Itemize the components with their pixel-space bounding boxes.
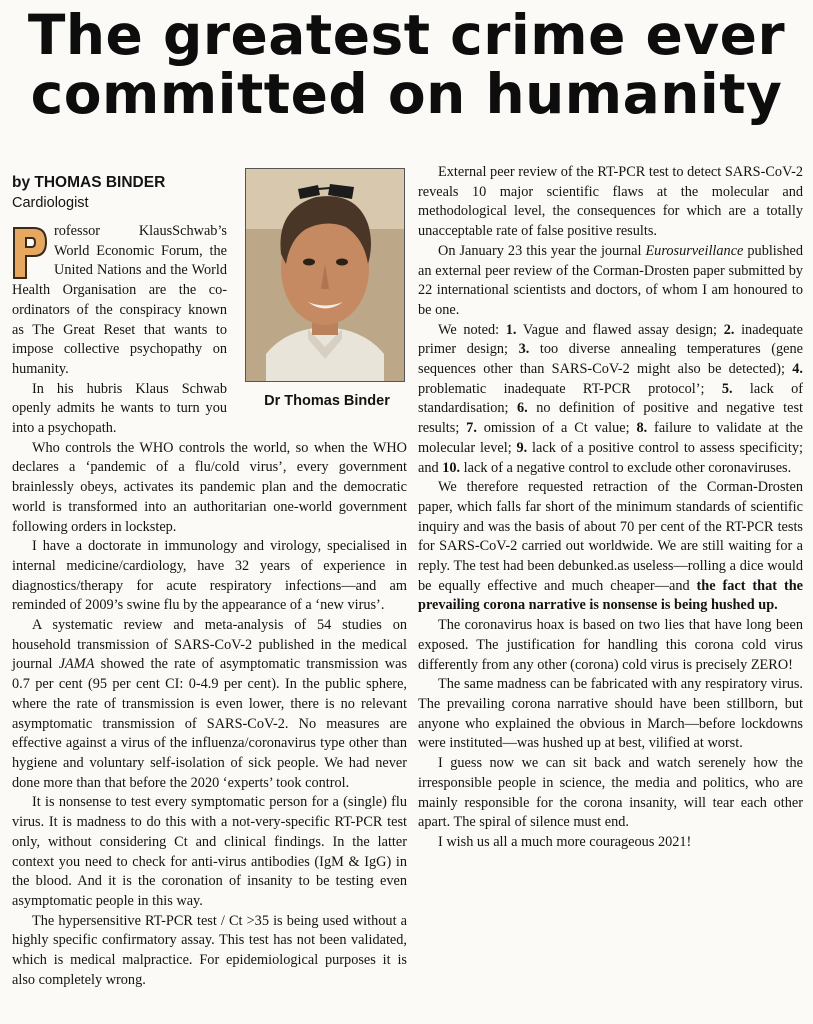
flaw-number: 3. <box>518 341 530 358</box>
journal-name: Eurosurveillance <box>645 242 744 259</box>
paragraph: I have a doctorate in immunology and virology, specialised in internal medicine/cardiology, have 32 years of experience in diagnostics/therapy for acute respiratory infections—and am reminded of 2009’s swine flu by the appearance of a ‘new virus’. <box>12 538 407 614</box>
text-run: On January 23 this year the journal <box>438 242 646 259</box>
flaw-number: 2. <box>723 321 735 338</box>
flaw-text: too diverse annealing temperatures (gene sequences other than SARS-CoV-2 might also be detected); <box>418 341 803 378</box>
author-portrait-illustration <box>246 169 404 381</box>
paragraph <box>418 242 803 321</box>
flaw-text: Vague and flawed assay design; <box>516 321 724 338</box>
flaw-text: inadequate primer design; <box>418 321 803 358</box>
flaw-number: 8. <box>636 420 648 437</box>
flaw-number: 7. <box>466 420 477 437</box>
text-run: showed the rate of asymptomatic transmission was 0.7 per cent (95 per cent CI: 0-4.9 per cent). In the public sphere, where the rate of transmission is even lower, there is no relevant asymptomatic transmission of SARS-CoV-2. No measures are effective against a virus of the influenza/coronavirus type other than hygiene and voluntary self-isolation of sick people. We had never done more than that before the 2020 ‘experts’ took control. <box>12 656 408 791</box>
left-column <box>12 173 407 990</box>
paragraph: I guess now we can sit back and watch serenely how the irresponsible people in science, the media and politics, who are mainly responsible for the corona insanity, will tear each other apart. The spiral of silence must end. <box>418 755 803 831</box>
author-photo <box>245 168 405 382</box>
paragraph <box>418 478 803 616</box>
flaw-number: 4. <box>792 361 803 378</box>
flaw-text: no definition of positive and negative test results; <box>418 400 803 437</box>
flaw-number: 6. <box>517 400 528 417</box>
journal-name: JAMA <box>58 656 95 673</box>
flaw-number: 5. <box>721 380 733 397</box>
text-run: We therefore requested retraction of the Corman-Drosten paper, which falls far short of the minimum standards of scientific inquiry and was the basis of about 70 per cent of the RT-PCR tests for SARS-CoV-2 carried out worldwide. We are still waiting for a reply. The test had been debunked.as useless—rolling a dice would be equally effective and much cheaper—and <box>418 479 803 594</box>
flaw-number: 1. <box>505 321 517 338</box>
paragraph: Who controls the WHO controls the world, so when the WHO declares a ‘pandemic of a flu/cold virus’, every government brainlessly obeys, activates its pandemic plan and the democratic world is transformed into an authoritarian one-world government following orders in lockstep. <box>12 439 407 535</box>
flaw-text: lack of standardisation; <box>418 380 803 417</box>
headline-line-1: The greatest crime ever <box>27 3 786 67</box>
headline <box>0 3 813 126</box>
right-column <box>418 163 803 853</box>
author-photo-block <box>237 168 409 411</box>
photo-caption: Dr Thomas Binder <box>264 393 390 409</box>
flaw-text: lack of a positive control to assess specificity; and <box>418 439 803 476</box>
paragraph: The coronavirus hoax is based on two lies that have long been exposed. The justification for handling this corona cold virus differently from any other (corona) cold virus is precisely ZERO! <box>418 617 803 673</box>
flaw-number: 9. <box>516 439 528 456</box>
text-run: published an external peer review of the Corman-Drosten paper submitted by 22 international scientists and doctors, of whom I am honoured to be one. <box>418 242 803 318</box>
text-run: A systematic review and meta-analysis of 54 studies on household transmission of SARS-CoV-2 published in the medical journal <box>12 617 407 673</box>
paragraph: External peer review of the RT-PCR test to detect SARS-CoV-2 reveals 10 major scientific flaws at the molecular and methodological level, the consequences for which are a totally unacceptable rate of false positive results. <box>418 164 803 240</box>
flaw-text: failure to validate at the molecular level; <box>418 420 803 456</box>
drop-cap-letter <box>12 226 48 280</box>
paragraph-text: rofessor KlausSchwab’s World Economic Forum, the United Nations and the World Health Organisation are the co-ordinators of the conspiracy known as The Great Reset that wants to impose collective psychopathy on humanity. <box>12 223 227 377</box>
paragraph: The hypersensitive RT-PCR test / Ct >35 is being used without a highly specific confirmatory assay. This test has not been validated, which is medical malpractice. For epidemiological purposes it is also completely wrong. <box>12 912 407 988</box>
flaws-list-paragraph <box>418 321 803 479</box>
flaw-text: problematic inadequate RT-PCR protocol’; <box>418 380 722 397</box>
author-role: Cardiologist <box>12 195 89 211</box>
flaw-number: 10. <box>442 459 461 476</box>
emphasis-text: the fact that the prevailing corona narrative is nonsense is being hushed up. <box>418 577 803 614</box>
text-run: We noted: <box>438 321 506 338</box>
paragraph <box>12 616 407 793</box>
paragraph: In his hubris Klaus Schwab openly admits he wants to turn you into a psychopath. <box>12 380 227 437</box>
headline-line-2: committed on humanity <box>30 62 783 126</box>
flaw-text: lack of a negative control to exclude other coronaviruses. <box>460 459 792 476</box>
paragraph: It is nonsense to test every symptomatic person for a (single) flu virus. It is madness to do this with a not-very-specific RT-PCR test only, without considering Ct and clinical findings. In the latter context you need to check for anti-virus antibodies (IgM & IgG) in the blood. And it is the coronation of insanity to be testing even asymptomatic people in this way. <box>12 794 407 909</box>
author-byline: by THOMAS BINDER <box>12 174 166 191</box>
paragraph: The same madness can be fabricated with any respiratory virus. The prevailing corona narrative should have been stillborn, but anyone who explained the obvious in March—before lockdowns were instituted—was hushed up at best, vilified at worst. <box>418 676 803 752</box>
closing-paragraph: I wish us all a much more courageous 2021! <box>438 833 692 850</box>
flaw-text: omission of a Ct value; <box>476 420 637 437</box>
